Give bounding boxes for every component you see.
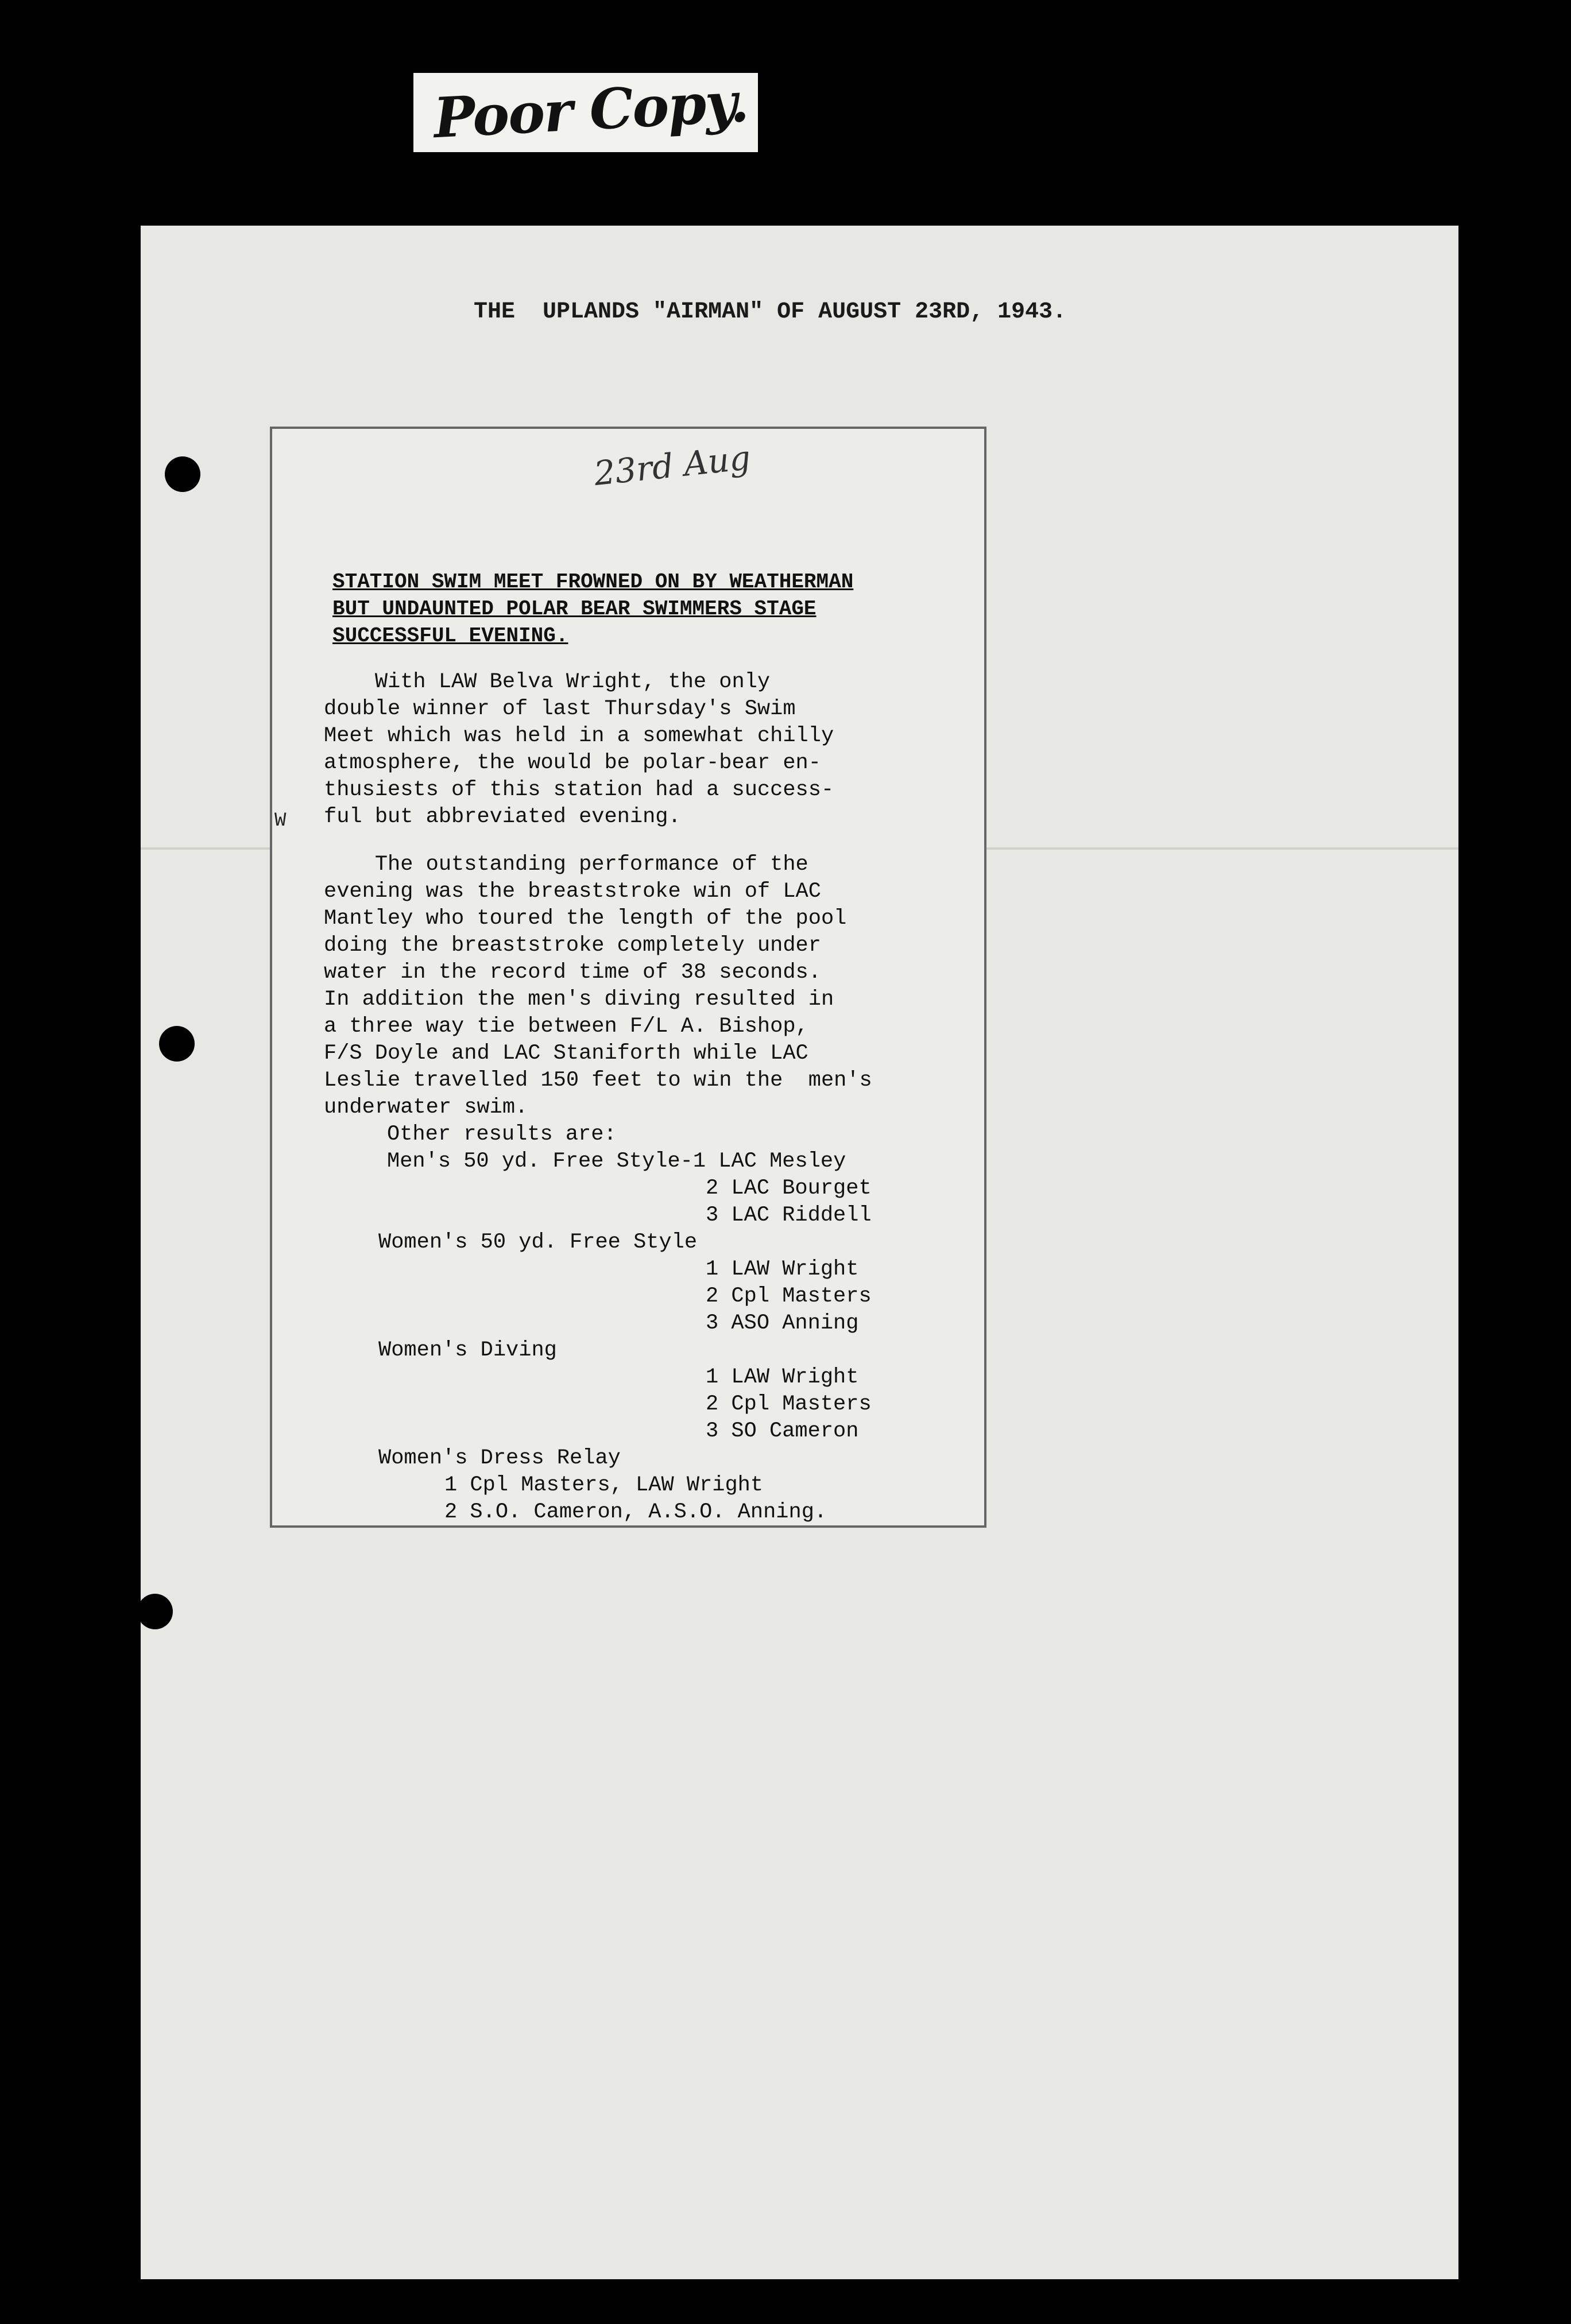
result-line: 1 LAW Wright	[706, 1365, 859, 1389]
paragraph-line: evening was the breaststroke win of LAC	[324, 880, 821, 904]
result-line: 1 LAW Wright	[706, 1257, 859, 1281]
margin-mark: W	[274, 810, 287, 832]
result-title: Men's 50 yd. Free Style-1 LAC Mesley	[387, 1149, 846, 1173]
paragraph-line: water in the record time of 38 seconds.	[324, 960, 821, 985]
result-line: 2 Cpl Masters	[706, 1392, 872, 1416]
paragraph-line: atmosphere, the would be polar-bear en-	[324, 751, 821, 775]
paragraph-line: a three way tie between F/L A. Bishop,	[324, 1014, 808, 1039]
punch-hole	[165, 456, 200, 492]
result-title: Women's Diving	[378, 1338, 557, 1362]
page-heading: THE UPLANDS "AIRMAN" OF AUGUST 23RD, 1943.	[474, 299, 1067, 325]
paragraph-line: The outstanding performance of the	[324, 853, 808, 877]
result-line: 2 Cpl Masters	[706, 1284, 872, 1308]
paragraph-line: thusiests of this station had a success-	[324, 778, 834, 802]
poor-copy-handwriting: Poor Copy.	[432, 69, 750, 151]
result-line: 3 ASO Anning	[706, 1311, 859, 1335]
punch-hole	[159, 1026, 195, 1062]
result-line: 1 Cpl Masters, LAW Wright	[444, 1473, 764, 1497]
result-title: Women's 50 yd. Free Style	[378, 1230, 698, 1254]
headline-line: STATION SWIM MEET FROWNED ON BY WEATHERMAN	[332, 570, 854, 594]
paragraph-line: underwater swim.	[324, 1095, 528, 1120]
newspaper-clipping	[270, 427, 986, 1528]
result-line: 2 LAC Bourget	[706, 1176, 872, 1200]
handwritten-date: 23rd Aug	[592, 437, 753, 494]
result-line: 3 SO Cameron	[706, 1419, 859, 1443]
headline-line: BUT UNDAUNTED POLAR BEAR SWIMMERS STAGE	[332, 597, 817, 621]
document-page	[141, 226, 1458, 2279]
result-line: 3 LAC Riddell	[706, 1203, 872, 1227]
paragraph-line: double winner of last Thursday's Swim	[324, 697, 796, 721]
paragraph-line: Leslie travelled 150 feet to win the men's	[324, 1068, 872, 1093]
paragraph-line: In addition the men's diving resulted in	[324, 987, 834, 1012]
paragraph-line: Mantley who toured the length of the pool	[324, 907, 847, 931]
poor-copy-label	[413, 69, 758, 152]
paragraph-line: ful but abbreviated evening.	[324, 805, 681, 829]
punch-hole	[137, 1594, 173, 1629]
paragraph-line: doing the breaststroke completely under	[324, 934, 821, 958]
result-title: Women's Dress Relay	[378, 1446, 621, 1470]
headline-line: SUCCESSFUL EVENING.	[332, 624, 568, 648]
result-line: 2 S.O. Cameron, A.S.O. Anning.	[444, 1500, 827, 1524]
paragraph-line: F/S Doyle and LAC Staniforth while LAC	[324, 1041, 808, 1066]
paragraph-line: Meet which was held in a somewhat chilly	[324, 724, 834, 748]
results-intro: Other results are:	[387, 1122, 617, 1146]
paragraph-line: With LAW Belva Wright, the only	[324, 670, 771, 694]
